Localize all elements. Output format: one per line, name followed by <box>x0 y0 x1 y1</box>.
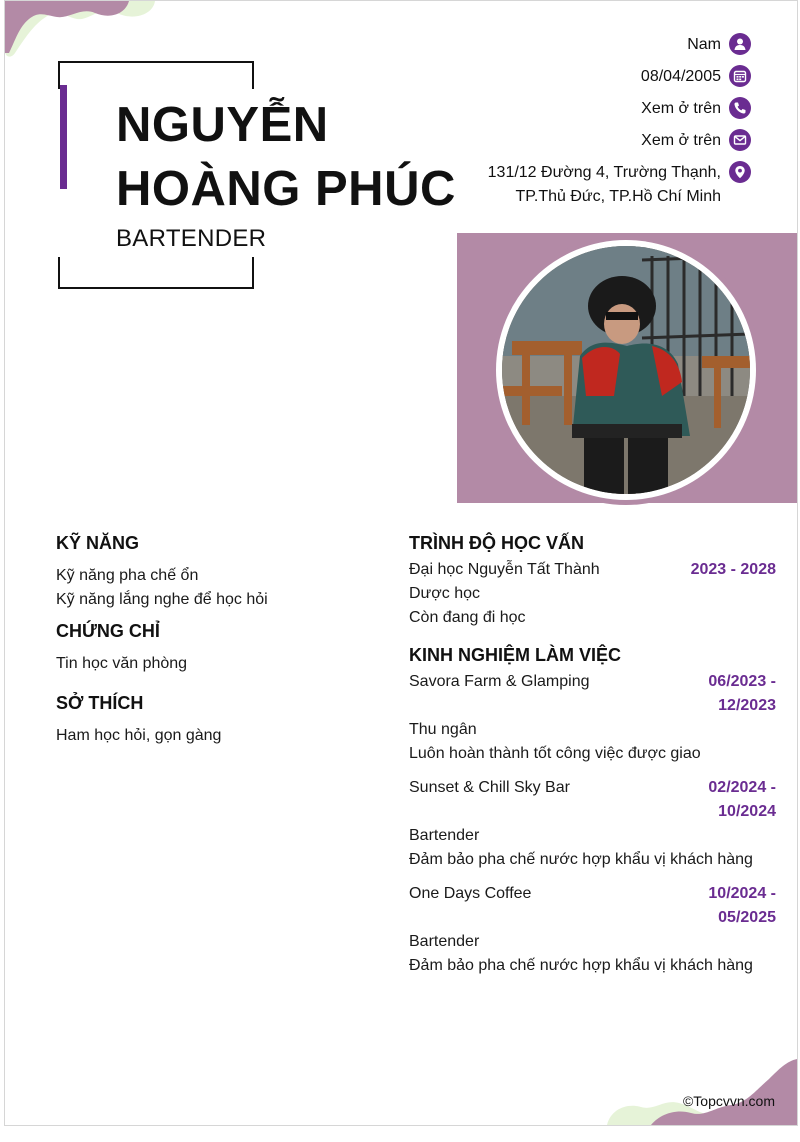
contact-address-text <box>488 161 721 209</box>
experience-section <box>409 645 776 988</box>
education-heading: TRÌNH ĐỘ HỌC VẤN <box>409 533 584 553</box>
certificates-heading: CHỨNG CHỈ <box>56 621 160 641</box>
skill-item: Kỹ năng lắng nghe để học hỏi <box>56 591 268 608</box>
experience-heading: KINH NGHIỆM LÀM VIỆC <box>409 645 622 665</box>
contact-phone-text: Xem ở trên <box>641 100 721 117</box>
skills-section <box>56 533 268 612</box>
contact-birthday-text: 08/04/2005 <box>640 68 721 85</box>
contact-birthday <box>421 65 751 89</box>
location-icon <box>729 161 751 183</box>
experience-description: Đảm bảo pha chế nước hợp khẩu vị khách hàng <box>409 957 753 974</box>
experience-role: Bartender <box>409 827 480 844</box>
date-end: 10/2024 <box>718 803 776 820</box>
experience-role: Bartender <box>409 933 480 950</box>
date-end: 12/2023 <box>718 697 776 714</box>
mail-icon <box>729 129 751 151</box>
education-section <box>409 533 776 630</box>
education-major: Dược học <box>409 585 480 602</box>
experience-company: Savora Farm & Glamping <box>409 673 590 690</box>
experience-role: Thu ngân <box>409 721 477 738</box>
contact-email-text: Xem ở trên <box>641 132 721 149</box>
experience-entry <box>409 670 776 776</box>
experience-company: Sunset & Chill Sky Bar <box>409 779 570 796</box>
address-line-2: TP.Thủ Đức, TP.Hồ Chí Minh <box>515 188 721 205</box>
date-start: 02/2024 - <box>708 779 776 796</box>
hobby-item: Ham học hỏi, gọn gàng <box>56 727 222 744</box>
job-title: BARTENDER <box>116 225 267 252</box>
profile-photo <box>502 246 750 494</box>
hobbies-heading: SỞ THÍCH <box>56 693 144 713</box>
date-start: 10/2024 - <box>708 885 776 902</box>
certificates-section <box>56 621 187 676</box>
corner-decoration-bottom-right <box>607 1059 797 1125</box>
accent-bar <box>60 85 67 189</box>
contact-gender <box>421 33 751 57</box>
cv-page <box>4 0 798 1126</box>
name-line-2: HOÀNG PHÚC <box>116 162 456 216</box>
experience-description: Luôn hoàn thành tốt công việc được giao <box>409 745 701 762</box>
date-start: 06/2023 - <box>708 673 776 690</box>
hobbies-section <box>56 693 221 748</box>
calendar-icon <box>729 65 751 87</box>
experience-company: One Days Coffee <box>409 885 532 902</box>
date-end: 05/2025 <box>718 909 776 926</box>
contact-phone <box>421 97 751 121</box>
certificate-item: Tin học văn phòng <box>56 655 188 672</box>
education-entry <box>409 558 776 630</box>
name-line-1: NGUYỄN <box>116 98 329 152</box>
experience-entry <box>409 882 776 988</box>
skills-heading: KỸ NĂNG <box>56 533 140 553</box>
experience-entry <box>409 776 776 882</box>
skill-item: Kỹ năng pha chế ổn <box>56 567 199 584</box>
copyright-footer: ©Topcvvn.com <box>682 1093 775 1109</box>
education-period: 2023 - 2028 <box>690 561 776 578</box>
education-status: Còn đang đi học <box>409 609 526 626</box>
candidate-name <box>116 93 456 221</box>
contact-gender-text: Nam <box>687 36 721 53</box>
corner-decoration-top-left <box>5 1 165 61</box>
experience-description: Đảm bảo pha chế nước hợp khẩu vị khách hàng <box>409 851 753 868</box>
experience-date <box>686 882 776 930</box>
experience-date <box>686 776 776 824</box>
phone-icon <box>729 97 751 119</box>
contact-email <box>421 129 751 153</box>
contact-address <box>421 161 751 209</box>
user-icon <box>729 33 751 55</box>
address-line-1: 131/12 Đường 4, Trường Thạnh, <box>487 164 721 181</box>
education-school: Đại học Nguyễn Tất Thành <box>409 561 600 578</box>
experience-date <box>686 670 776 718</box>
